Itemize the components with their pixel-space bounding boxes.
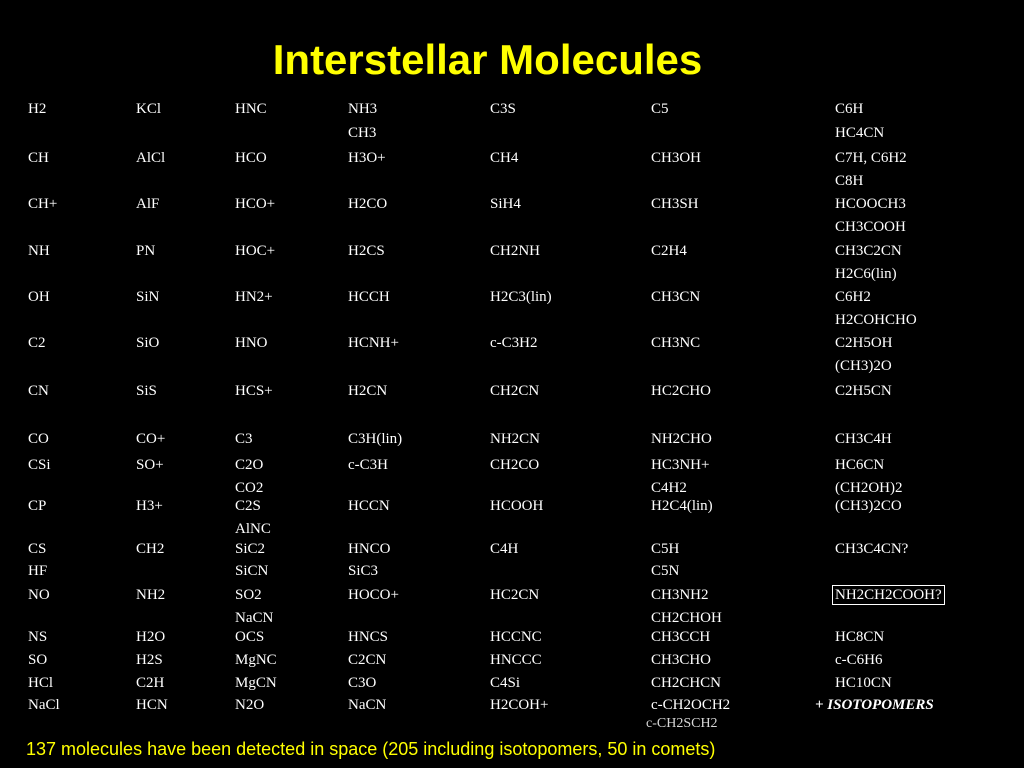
molecule-cell: H3+ <box>136 498 163 514</box>
molecule-cell: CH3CCH <box>651 629 711 645</box>
molecule-cell: CO+ <box>136 431 166 447</box>
molecule-cell: SO2 <box>235 587 262 603</box>
molecule-cell: C4H2 <box>651 480 687 496</box>
molecule-cell: H2C6(lin) <box>835 266 897 282</box>
molecule-cell: H2CN <box>348 383 388 399</box>
molecule-cell: CS <box>28 541 47 557</box>
molecule-cell: HCN <box>136 697 168 713</box>
molecule-cell: (CH2OH)2 <box>835 480 903 496</box>
molecule-cell: HCCH <box>348 289 390 305</box>
molecule-cell: C2H <box>136 675 165 691</box>
molecule-cell: KCl <box>136 101 162 117</box>
molecule-cell: NH2 <box>136 587 166 603</box>
molecule-cell: SiH4 <box>490 196 521 212</box>
molecule-cell: NO <box>28 587 50 603</box>
molecule-cell: H2CO <box>348 196 388 212</box>
molecule-cell: OCS <box>235 629 265 645</box>
molecule-cell: SiO <box>136 335 160 351</box>
molecule-cell: OH <box>28 289 50 305</box>
molecule-cell: C2 <box>28 335 46 351</box>
molecule-cell: c-C3H2 <box>490 335 538 351</box>
molecule-cell: CH3CN <box>651 289 701 305</box>
molecule-cell: CH3C4H <box>835 431 892 447</box>
molecule-cell: + ISOTOPOMERS <box>815 697 934 713</box>
molecule-cell: C3S <box>490 101 516 117</box>
molecule-cell: H2CS <box>348 243 385 259</box>
molecule-cell: C4H <box>490 541 519 557</box>
molecule-cell: C3O <box>348 675 377 691</box>
molecule-cell: SO <box>28 652 48 668</box>
molecule-cell: CO <box>28 431 49 447</box>
molecule-cell: CH3NC <box>651 335 701 351</box>
molecule-cell: CH3NH2 <box>651 587 709 603</box>
molecule-cell: SiCN <box>235 563 269 579</box>
molecule-cell: HC3NH+ <box>651 457 710 473</box>
molecule-cell: HCOOCH3 <box>835 196 906 212</box>
molecule-cell: NS <box>28 629 48 645</box>
molecule-cell: c-C3H <box>348 457 388 473</box>
molecule-cell: H3O+ <box>348 150 386 166</box>
molecule-cell: H2S <box>136 652 163 668</box>
molecule-cell: HF <box>28 563 48 579</box>
molecule-cell: HC10CN <box>835 675 892 691</box>
molecule-cell: C5N <box>651 563 680 579</box>
molecule-cell: H2C3(lin) <box>490 289 552 305</box>
molecule-cell: C2O <box>235 457 264 473</box>
molecule-cell: CP <box>28 498 47 514</box>
molecule-cell: NaCN <box>348 697 387 713</box>
molecule-cell: HCCNC <box>490 629 542 645</box>
molecule-cell: SiS <box>136 383 157 399</box>
molecule-cell: C6H <box>835 101 864 117</box>
molecule-cell: HOCO+ <box>348 587 399 603</box>
molecule-cell: CH2NH <box>490 243 541 259</box>
molecule-cell: CH+ <box>28 196 58 212</box>
molecule-cell: HCl <box>28 675 54 691</box>
molecule-cell: C5 <box>651 101 669 117</box>
molecule-cell: CH3COOH <box>835 219 906 235</box>
molecule-cell: NH3 <box>348 101 378 117</box>
molecule-cell: AlCl <box>136 150 166 166</box>
molecule-cell: CH4 <box>490 150 519 166</box>
molecule-cell: MgCN <box>235 675 277 691</box>
molecule-cell: H2C4(lin) <box>651 498 713 514</box>
molecule-cell: HNC <box>235 101 267 117</box>
molecule-cell: C2H5CN <box>835 383 892 399</box>
molecule-cell: c-CH2OCH2 <box>651 697 731 713</box>
molecule-cell: HNO <box>235 335 268 351</box>
molecule-cell: CH3C4CN? <box>835 541 909 557</box>
molecule-cell: C5H <box>651 541 680 557</box>
molecule-cell: H2COH+ <box>490 697 549 713</box>
molecule-cell: HNCO <box>348 541 391 557</box>
molecule-cell: CH2CO <box>490 457 540 473</box>
molecule-cell: CN <box>28 383 49 399</box>
molecule-cell: MgNC <box>235 652 277 668</box>
molecule-cell: AlF <box>136 196 160 212</box>
molecule-cell: (CH3)2O <box>835 358 892 374</box>
molecule-cell: HCS+ <box>235 383 273 399</box>
molecule-cell: CH3CHO <box>651 652 712 668</box>
molecule-cell: HC4CN <box>835 125 885 141</box>
molecule-cell: CSi <box>28 457 51 473</box>
molecule-cell: NaCN <box>235 610 274 626</box>
molecule-cell: PN <box>136 243 156 259</box>
molecule-cell: HC8CN <box>835 629 885 645</box>
page-title: Interstellar Molecules <box>272 36 703 83</box>
molecule-cell: NH2CN <box>490 431 541 447</box>
molecule-cell: AlNC <box>235 521 271 537</box>
molecule-cell: HC2CHO <box>651 383 712 399</box>
molecule-cell: N2O <box>235 697 265 713</box>
molecule-cell: H2 <box>28 101 47 117</box>
molecule-cell: SiC2 <box>235 541 266 557</box>
molecule-cell: C8H <box>835 173 864 189</box>
molecule-cell: C2S <box>235 498 261 514</box>
molecule-cell: HCNH+ <box>348 335 399 351</box>
molecule-cell: CH <box>28 150 49 166</box>
molecule-cell: SiN <box>136 289 160 305</box>
molecule-cell: (CH3)2CO <box>835 498 902 514</box>
molecule-cell: NH <box>28 243 50 259</box>
molecule-cell: c-C6H6 <box>835 652 883 668</box>
molecule-cell: NaCl <box>28 697 60 713</box>
molecule-cell: HN2+ <box>235 289 273 305</box>
molecule-cell: CH3 <box>348 125 377 141</box>
molecule-cell: C4Si <box>490 675 521 691</box>
molecule-cell: C2CN <box>348 652 387 668</box>
molecule-cell: SiC3 <box>348 563 379 579</box>
molecule-cell: NH2CHO <box>651 431 712 447</box>
molecule-cell: CH2 <box>136 541 165 557</box>
molecule-cell: CH2CN <box>490 383 540 399</box>
molecule-cell: SO+ <box>136 457 164 473</box>
molecule-cell: CO2 <box>235 480 264 496</box>
molecule-cell: c-CH2SCH2 <box>646 716 718 731</box>
molecule-cell: CH3OH <box>651 150 702 166</box>
molecule-cell: C3 <box>235 431 253 447</box>
molecule-cell: HCO+ <box>235 196 276 212</box>
molecule-cell: C7H, C6H2 <box>835 150 907 166</box>
molecule-cell: HC6CN <box>835 457 885 473</box>
molecule-cell: HOC+ <box>235 243 276 259</box>
molecule-cell: HCOOH <box>490 498 544 514</box>
molecule-cell: HNCS <box>348 629 389 645</box>
molecule-cell: H2O <box>136 629 166 645</box>
molecule-cell: HC2CN <box>490 587 540 603</box>
molecule-cell: CH2CHOH <box>651 610 722 626</box>
molecule-cell: CH3SH <box>651 196 699 212</box>
molecule-cell: C2H5OH <box>835 335 893 351</box>
molecule-cell: C3H(lin) <box>348 431 403 447</box>
molecule-cell: HNCCC <box>490 652 542 668</box>
molecule-cell: NH2CH2COOH? <box>832 585 945 605</box>
molecule-cell: CH2CHCN <box>651 675 722 691</box>
molecule-cell: CH3C2CN <box>835 243 902 259</box>
molecule-cell: C6H2 <box>835 289 871 305</box>
footer-note: 137 molecules have been detected in space (205 including isotopomers, 50 in comets) <box>26 739 716 759</box>
molecule-cell: C2H4 <box>651 243 687 259</box>
molecule-cell: HCO <box>235 150 267 166</box>
molecule-cell: H2COHCHO <box>835 312 917 328</box>
molecule-cell: HCCN <box>348 498 390 514</box>
